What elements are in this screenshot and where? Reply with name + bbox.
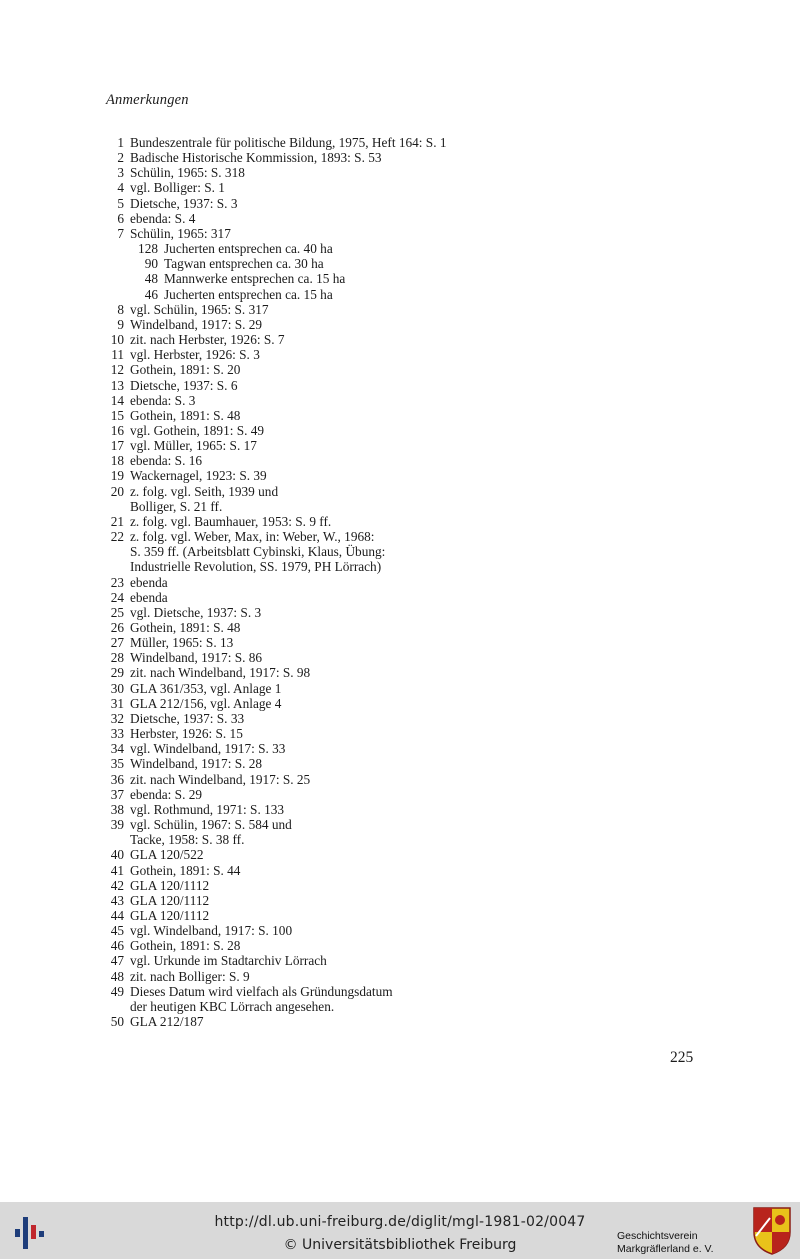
note-line: Industrielle Revolution, SS. 1979, PH Lörrach) [130,559,382,575]
note-subitem [130,241,345,256]
note-line: Dietsche, 1937: S. 33 [130,710,245,726]
note-text [124,226,345,302]
note-item [100,772,540,787]
note-item [100,347,540,362]
note-number: 32 [110,710,124,726]
note-text [124,317,262,332]
note-line: GLA 361/353, vgl. Anlage 1 [130,680,282,696]
note-number: 18 [110,453,124,469]
note-number: 8 [117,301,124,317]
note-number: 35 [110,756,124,772]
note-text [124,150,382,165]
note-number: 12 [110,362,124,378]
note-item [100,378,540,393]
society-line-2: Markgräflerland e. V. [617,1243,714,1255]
note-item [100,847,540,862]
note-text [124,908,209,923]
note-number: 22 [110,529,124,545]
note-line: ebenda: S. 3 [130,392,196,408]
note-line: Herbster, 1926: S. 15 [130,726,243,742]
note-text [124,893,209,908]
note-line: S. 359 ff. (Arbeitsblatt Cybinski, Klaus, Übung: [130,544,386,560]
note-number: 23 [110,574,124,590]
note-item [100,135,540,150]
note-number: 48 [110,968,124,984]
note-line: Schülin, 1965: S. 318 [130,165,245,181]
note-number: 33 [110,726,124,742]
note-line: vgl. Schülin, 1965: S. 317 [130,301,269,317]
note-line: Gothein, 1891: S. 48 [130,407,241,423]
note-item [100,984,540,1014]
note-number: 26 [110,620,124,635]
note-item [100,741,540,756]
note-item [100,514,540,529]
page-number: 225 [670,1049,694,1066]
note-line: der heutigen KBC Lörrach angesehen. [130,998,335,1014]
note-number: 15 [110,407,124,423]
note-number: 3 [117,165,124,181]
note-item [100,969,540,984]
note-text [124,969,250,984]
note-text [124,378,237,393]
note-number: 7 [117,225,124,241]
note-number: 34 [110,741,124,757]
note-line: vgl. Dietsche, 1937: S. 3 [130,604,262,620]
note-number: 42 [110,877,124,893]
note-number: 28 [110,650,124,666]
note-line: Gothein, 1891: S. 48 [130,620,241,635]
note-number: 29 [110,665,124,681]
note-text [124,468,267,483]
note-number: 45 [110,923,124,939]
note-line: Windelband, 1917: S. 28 [130,756,263,772]
society-name [617,1230,714,1256]
note-item [100,529,540,574]
note-text [124,302,269,317]
note-item [100,393,540,408]
note-item [100,165,540,180]
note-text [124,741,285,756]
note-line: Wackernagel, 1923: S. 39 [130,468,267,484]
note-line: zit. nach Windelband, 1917: S. 98 [130,665,311,681]
note-item [100,180,540,195]
note-number: 2 [117,150,124,166]
note-line: ebenda [130,589,168,605]
note-item [100,938,540,953]
note-item [100,423,540,438]
note-text [124,423,264,438]
section-heading: Anmerkungen [106,92,189,108]
note-item [100,484,540,514]
note-text [124,984,393,1014]
note-subitem-number: 46 [144,286,158,302]
footer-bar [0,1202,800,1259]
note-line: vgl. Gothein, 1891: S. 49 [130,422,265,438]
note-line: Dieses Datum wird vielfach als Gründungsdatum [130,983,393,999]
note-number: 39 [110,817,124,833]
note-line: Gothein, 1891: S. 28 [130,938,241,954]
note-text [124,165,245,180]
note-item [100,302,540,317]
note-item [100,923,540,938]
note-text [124,408,240,423]
note-text [124,438,257,453]
note-item [100,953,540,968]
note-text [124,211,195,226]
note-subitem [130,256,345,271]
note-number: 11 [111,347,124,363]
note-number: 46 [110,938,124,954]
note-number: 14 [110,392,124,408]
note-text [124,575,168,590]
note-text [124,362,240,377]
note-item [100,681,540,696]
note-number: 13 [110,377,124,393]
note-item [100,817,540,847]
note-line: ebenda: S. 29 [130,786,203,802]
note-number: 9 [117,316,124,332]
note-number: 41 [110,862,124,878]
note-text [124,605,261,620]
note-subitem-number: 48 [144,271,158,287]
note-item [100,408,540,423]
note-line: GLA 120/1112 [130,877,210,893]
note-number: 27 [110,635,124,651]
note-text [124,635,233,650]
note-item [100,863,540,878]
note-item [100,787,540,802]
note-item [100,150,540,165]
note-item [100,665,540,680]
note-number: 1 [117,135,124,150]
note-line: GLA 120/1112 [130,907,210,923]
note-item [100,1014,540,1029]
note-line: zit. nach Bolliger: S. 9 [130,968,250,984]
note-line: vgl. Rothmund, 1971: S. 133 [130,801,285,817]
note-text [124,484,278,514]
note-text [124,847,204,862]
note-line: vgl. Windelband, 1917: S. 33 [130,741,286,757]
note-subitem-text: Mannwerke entsprechen ca. 15 ha [164,271,346,287]
note-subitem-number: 128 [138,241,158,257]
note-line: Dietsche, 1937: S. 6 [130,377,238,393]
society-line-1: Geschichtsverein [617,1230,698,1242]
note-item [100,575,540,590]
note-line: Badische Historische Kommission, 1893: S. 53 [130,150,382,166]
note-line: Bolliger, S. 21 ff. [130,498,223,514]
note-text [124,953,327,968]
note-number: 16 [110,422,124,438]
note-number: 50 [110,1014,124,1030]
note-item [100,468,540,483]
note-text [124,590,168,605]
note-text [124,196,237,211]
note-line: z. folg. vgl. Baumhauer, 1953: S. 9 ff. [130,513,332,529]
note-item [100,453,540,468]
note-text [124,681,281,696]
note-item [100,438,540,453]
note-item [100,605,540,620]
note-number: 4 [117,180,124,196]
note-item [100,332,540,347]
note-line: vgl. Müller, 1965: S. 17 [130,438,257,454]
note-line: z. folg. vgl. Seith, 1939 und [130,483,279,499]
note-number: 31 [110,695,124,711]
note-text [124,756,262,771]
note-text [124,393,195,408]
note-text [124,1014,204,1029]
note-number: 36 [110,771,124,787]
note-item [100,726,540,741]
note-text [124,863,240,878]
note-text [124,453,202,468]
note-subitem-number: 90 [144,256,158,272]
note-text [124,711,244,726]
note-text [124,514,331,529]
note-text [124,878,209,893]
note-subitem [130,287,345,302]
note-line: GLA 120/522 [130,847,204,863]
note-number: 40 [110,847,124,863]
note-subitem-text: Jucherten entsprechen ca. 40 ha [164,241,333,257]
note-text [124,817,292,847]
note-line: Gothein, 1891: S. 20 [130,362,241,378]
notes-list [100,135,540,1029]
coat-of-arms-icon [752,1206,792,1256]
note-number: 44 [110,907,124,923]
note-number: 24 [110,589,124,605]
note-number: 20 [110,483,124,499]
note-number: 43 [110,892,124,908]
note-text [124,923,292,938]
note-line: Gothein, 1891: S. 44 [130,862,241,878]
note-item [100,362,540,377]
note-number: 49 [110,983,124,999]
note-line: GLA 212/156, vgl. Anlage 4 [130,695,282,711]
note-text [124,650,262,665]
note-item [100,620,540,635]
note-text [124,665,310,680]
note-item [100,878,540,893]
note-line: ebenda: S. 4 [130,210,196,226]
note-line: GLA 212/187 [130,1014,204,1030]
note-line: Windelband, 1917: S. 29 [130,316,263,332]
note-line: ebenda: S. 16 [130,453,203,469]
note-text [124,696,281,711]
note-text [124,135,447,150]
note-line: vgl. Herbster, 1926: S. 3 [130,347,260,363]
note-item [100,802,540,817]
note-text [124,772,310,787]
note-text [124,938,240,953]
note-number: 21 [110,513,124,529]
note-item [100,211,540,226]
note-number: 37 [110,786,124,802]
note-line: vgl. Schülin, 1967: S. 584 und [130,817,292,833]
note-number: 38 [110,801,124,817]
note-line: vgl. Bolliger: S. 1 [130,180,225,196]
note-text [124,802,284,817]
note-text [124,347,260,362]
note-text [124,332,285,347]
note-number: 5 [117,195,124,211]
note-number: 47 [110,953,124,969]
note-subitem-text: Jucherten entsprechen ca. 15 ha [164,286,333,302]
note-item [100,635,540,650]
note-item [100,696,540,711]
note-line: zit. nach Herbster, 1926: S. 7 [130,332,285,348]
note-number: 6 [117,210,124,226]
note-item [100,908,540,923]
note-subitem-text: Tagwan entsprechen ca. 30 ha [164,256,324,272]
note-text [124,787,202,802]
note-text [124,620,240,635]
note-line: ebenda [130,574,168,590]
note-item [100,590,540,605]
footer-copyright: © Universitätsbibliothek Freiburg [283,1237,517,1253]
note-text [124,180,225,195]
note-item [100,756,540,771]
note-item [100,317,540,332]
note-text [124,529,385,574]
note-line: GLA 120/1112 [130,892,210,908]
note-line: Schülin, 1965: 317 [130,225,231,241]
note-line: Windelband, 1917: S. 86 [130,650,263,666]
note-line: vgl. Windelband, 1917: S. 100 [130,923,293,939]
note-number: 17 [110,438,124,454]
note-number: 19 [110,468,124,484]
note-number: 30 [110,680,124,696]
footer-url-link[interactable]: http://dl.ub.uni-freiburg.de/diglit/mgl-1981-02/0047 [214,1214,586,1230]
note-text [124,726,243,741]
note-line: Dietsche, 1937: S. 3 [130,195,238,211]
note-item [100,893,540,908]
note-line: z. folg. vgl. Weber, Max, in: Weber, W., 1968: [130,529,375,545]
note-line: vgl. Urkunde im Stadtarchiv Lörrach [130,953,327,969]
note-number: 10 [110,332,124,348]
note-line: Müller, 1965: S. 13 [130,635,234,651]
note-subitem [130,271,345,286]
note-item [100,196,540,211]
note-item [100,650,540,665]
note-line: Tacke, 1958: S. 38 ff. [130,832,245,848]
note-number: 25 [110,604,124,620]
note-line: Bundeszentrale für politische Bildung, 1975, Heft 164: S. 1 [130,135,447,150]
note-item [100,226,540,302]
note-line: zit. nach Windelband, 1917: S. 25 [130,771,311,787]
note-item [100,711,540,726]
